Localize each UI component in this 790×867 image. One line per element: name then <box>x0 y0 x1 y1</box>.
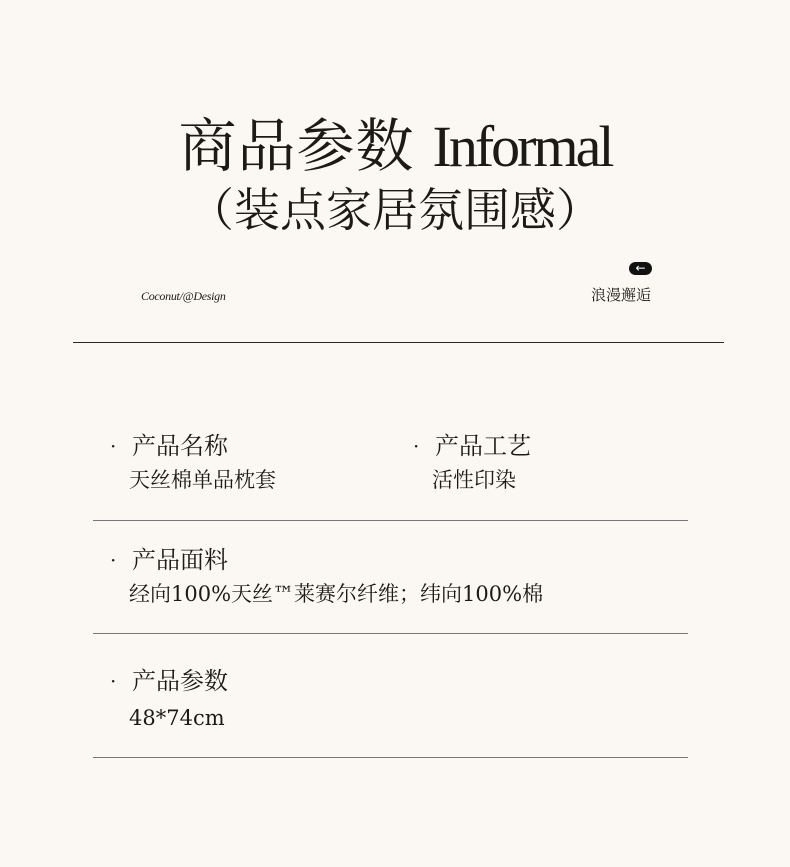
bullet: · <box>413 434 420 458</box>
product-name-value: 天丝棉单品枕套 <box>129 468 276 492</box>
title-english: Informal <box>432 114 612 179</box>
page-title <box>0 110 790 183</box>
bullet: · <box>110 548 117 572</box>
title-chinese: 商品参数 <box>178 112 415 180</box>
tagline: 浪漫邂逅 <box>591 286 652 304</box>
product-craft-label: 产品工艺 <box>435 432 531 460</box>
brand-signature: Coconut/@Design <box>141 289 226 303</box>
product-spec-value: 48*74cm <box>129 706 225 730</box>
product-fabric-value: 经向100%天丝™莱赛尔纤维；纬向100%棉 <box>129 582 544 606</box>
product-name-label: 产品名称 <box>132 432 228 460</box>
header-divider <box>73 342 724 343</box>
subtitle: （装点家居氛围感） <box>188 183 602 237</box>
bullet: · <box>110 434 117 458</box>
product-fabric-label: 产品面料 <box>132 546 228 574</box>
product-craft-value: 活性印染 <box>432 468 516 492</box>
row-divider <box>93 757 688 758</box>
bullet: · <box>110 669 117 693</box>
row-divider <box>93 633 688 634</box>
arrow-left-icon: ← <box>629 262 652 275</box>
product-spec-label: 产品参数 <box>132 667 228 695</box>
row-divider <box>93 520 688 521</box>
